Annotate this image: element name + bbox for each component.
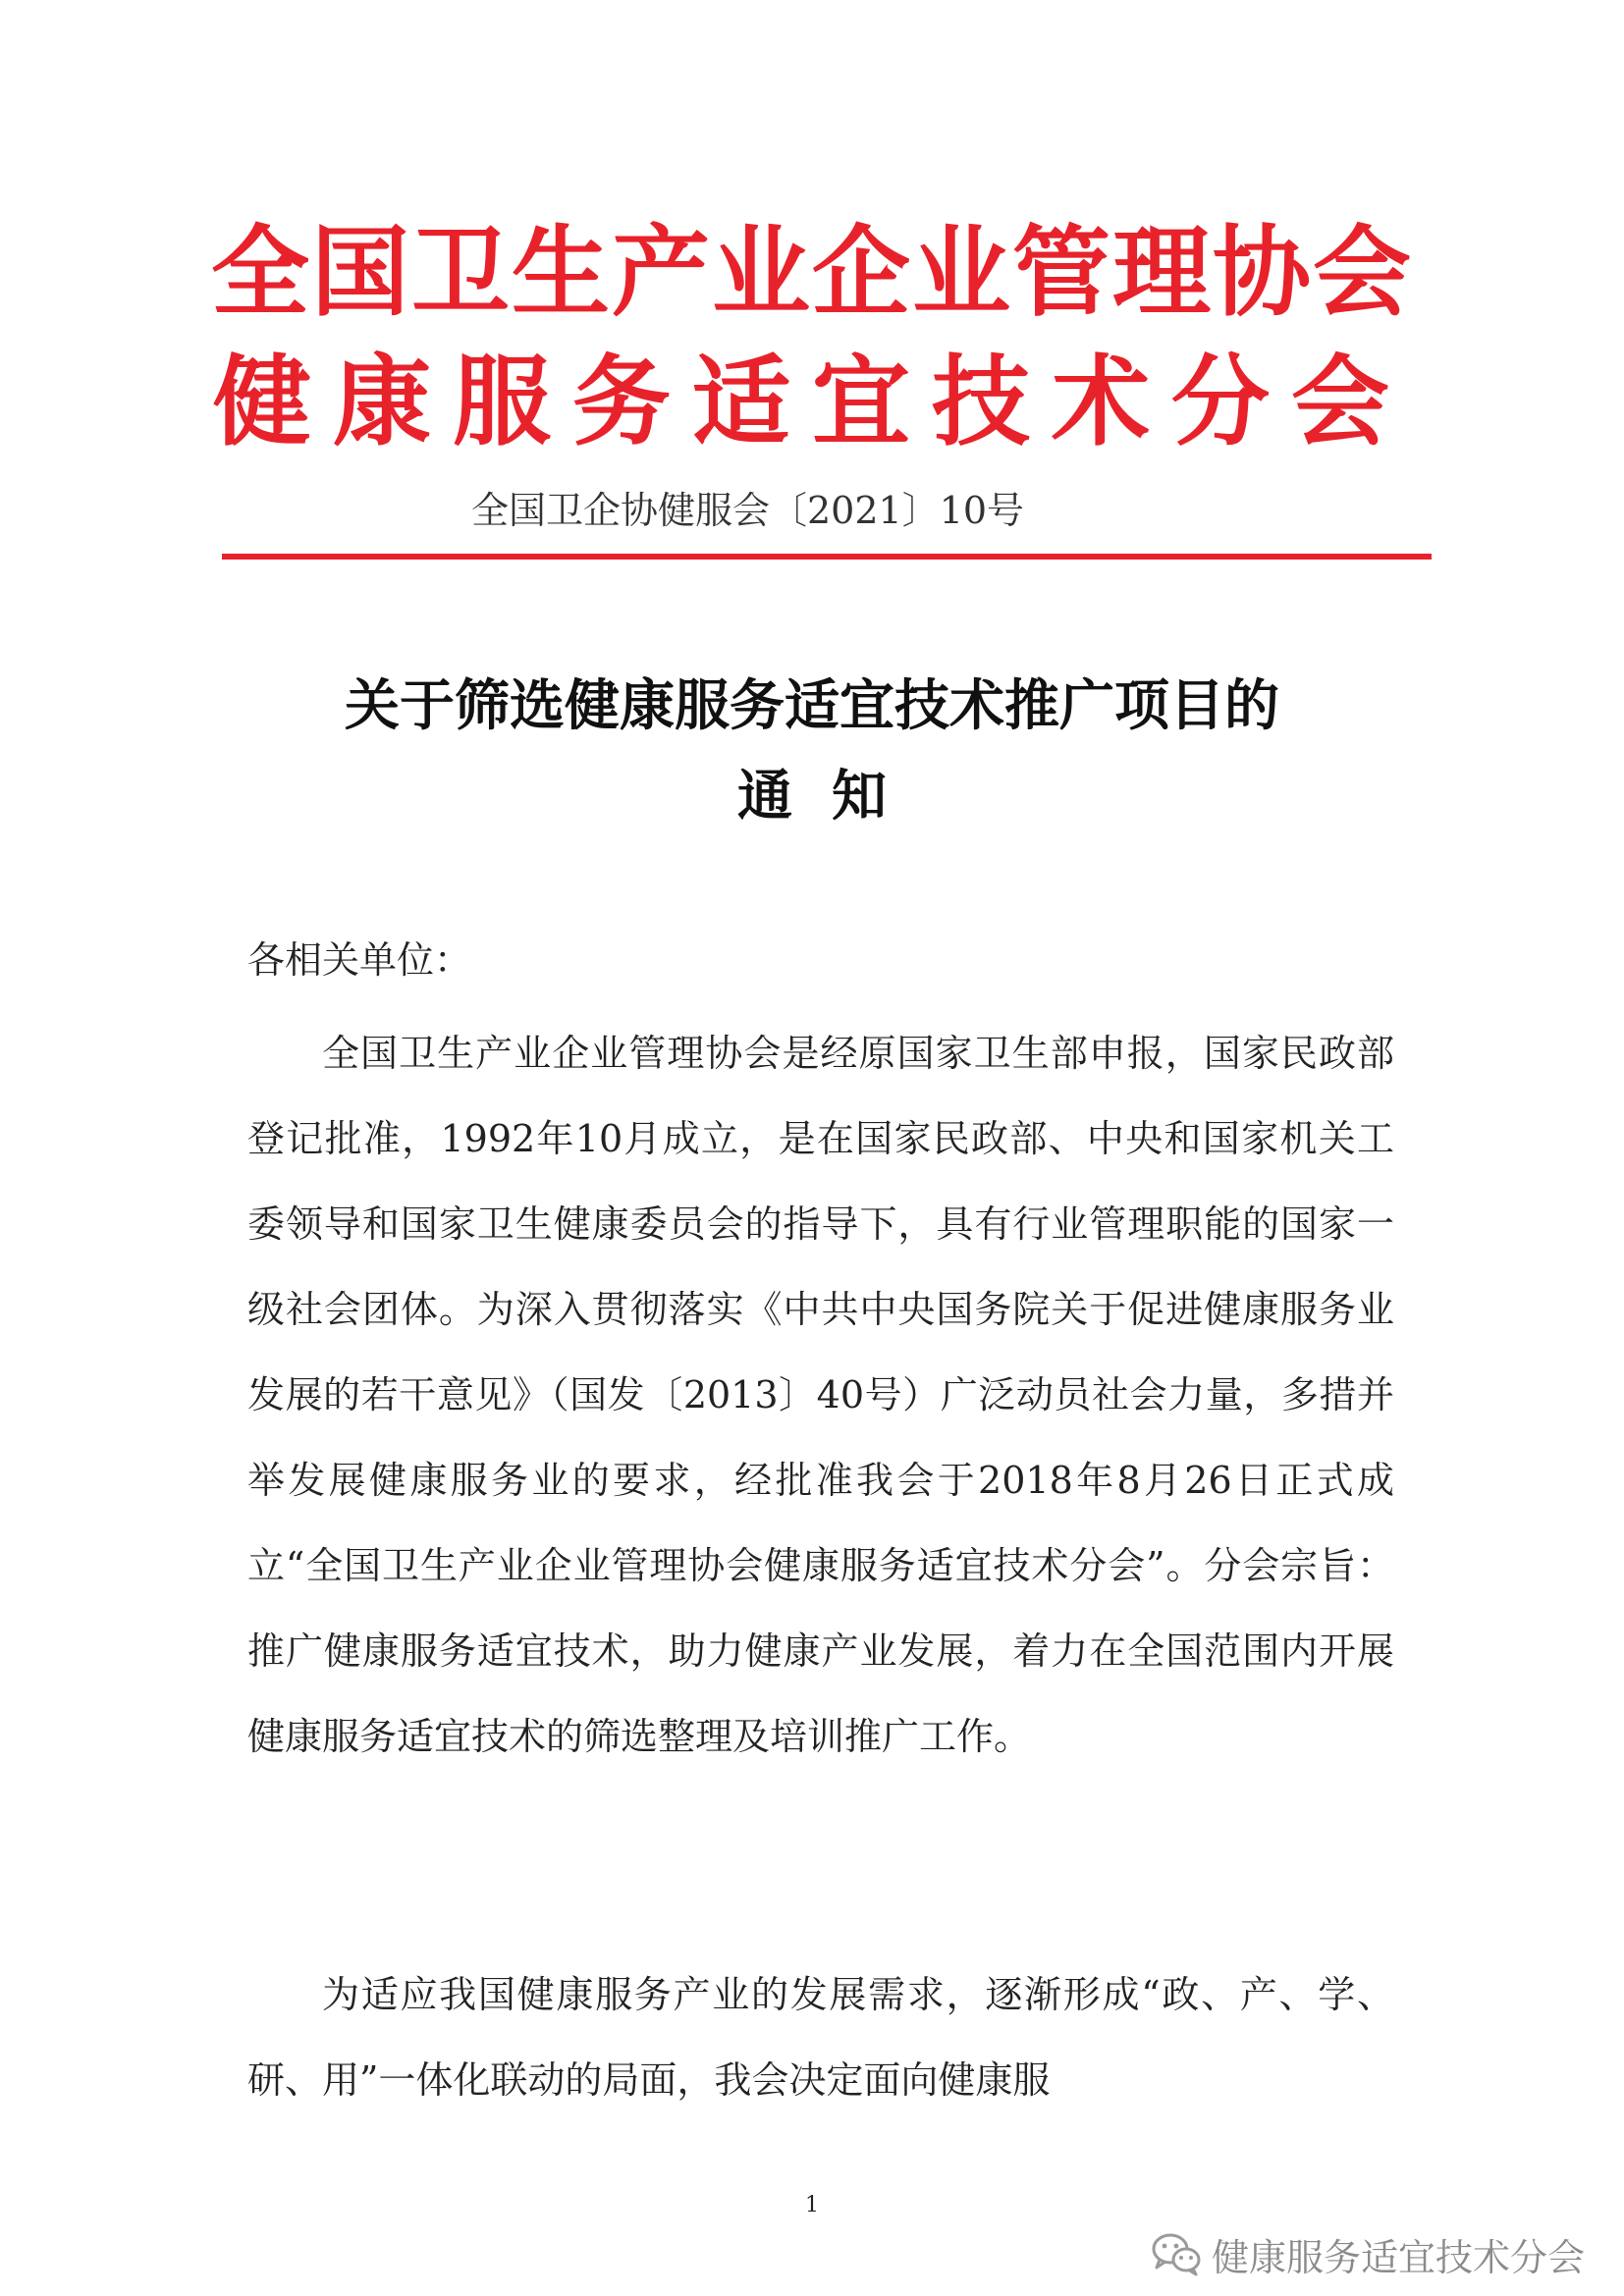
document-number: 全国卫企协健服会〔2021〕10号 (471, 489, 1025, 532)
body-paragraph-1: 全国卫生产业企业管理协会是经原国家卫生部申报，国家民政部登记批准，1992年10月成立，是在国家民政部、中央和国家机关工委领导和国家卫生健康委员会的指导下，具有行业管理职能的国家一级社会团体。为深入贯彻落实《中共中央国务院关于促进健康服务业发展的若干意见》（国发〔2013〕40号）广泛动员社会力量，多措并举发展健康服务业的要求，经批准我会于2018年8月26日正式成立“全国卫生产业企业管理协会健康服务适宜技术分会”。分会宗旨：推广健康服务适宜技术，助力健康产业发展，着力在全国范围内开展健康服务适宜技术的筛选整理及培训推广工作。 (247, 1032, 1394, 1758)
body-paragraph-2: 为适应我国健康服务产业的发展需求，逐渐形成“政、产、学、研、用”一体化联动的局面，我会决定面向健康服 (247, 1973, 1394, 2102)
notice-title-line1: 关于筛选健康服务适宜技术推广项目的 (345, 674, 1279, 738)
page-number: 1 (805, 2193, 819, 2217)
red-divider (222, 554, 1432, 560)
salutation: 各相关单位： (247, 938, 472, 982)
wechat-watermark (1151, 2226, 1585, 2281)
org-name-line1: 全国卫生产业企业管理协会 (211, 215, 1413, 330)
wechat-icon (1151, 2231, 1202, 2276)
watermark-text: 健康服务适宜技术分会 (1211, 2235, 1585, 2279)
notice-title-line2: 通知 (737, 765, 926, 828)
org-name-line2: 健康服务适宜技术分会 (213, 345, 1411, 459)
